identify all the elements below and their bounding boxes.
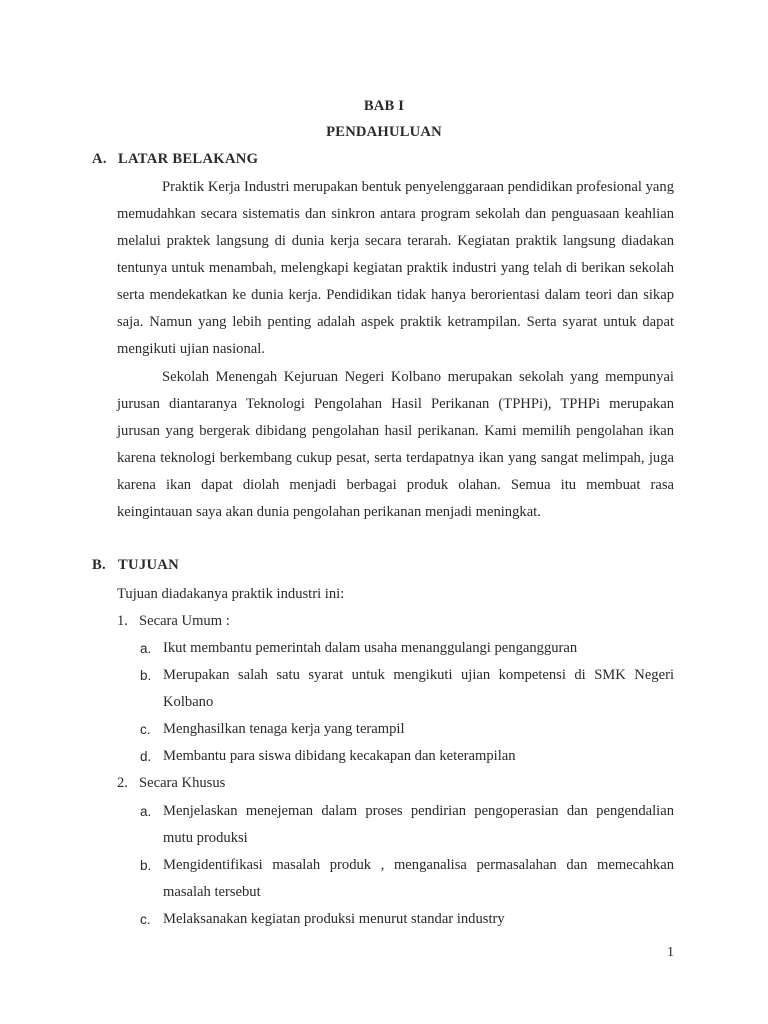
group-title: Secara Khusus — [139, 775, 226, 791]
background-paragraph-2: Sekolah Menengah Kejuruan Negeri Kolbano merupakan sekolah yang mempunyai jurusan diantaranya Teknologi Pengolahan Hasil Perikanan (TPHPi), TPHPi merupakan jurusan yang bergerak dibidang pengolahan hasil perikanan. Kami memilih pengolahan ikan karena teknologi berkembang cukup pesat, serta terdapatnya ikan yang sangat melimpah, juga karena ikan dapat diolah menjadi berbagai produk olahan. Semua itu membuat rasa keingintauan saya akan dunia pengolahan perikanan menjadi meningkat. — [117, 369, 674, 520]
list-item — [140, 635, 674, 662]
list-item-label: d. — [140, 749, 152, 764]
list-item — [140, 743, 674, 770]
list-item-text: Merupakan salah satu syarat untuk mengikuti ujian kompetensi di SMK Negeri Kolbano — [163, 667, 674, 710]
objective-group-specific — [117, 770, 225, 797]
objective-intro: Tujuan diadakanya praktik industri ini: — [117, 586, 345, 602]
list-item-text: Ikut membantu pemerintah dalam usaha menanggulangi pengangguran — [163, 640, 578, 656]
list-item — [140, 906, 674, 933]
list-item-text: Melaksanakan kegiatan produksi menurut standar industry — [163, 911, 505, 927]
chapter-title: PENDAHULUAN — [326, 124, 442, 140]
objective-group-general — [117, 608, 230, 635]
list-item-text: Membantu para siswa dibidang kecakapan dan keterampilan — [163, 748, 516, 764]
list-item-text: Menjelaskan menejeman dalam proses pendirian pengoperasian dan pengendalian mutu produksi — [163, 803, 674, 846]
chapter-label: BAB I — [363, 98, 405, 114]
list-item-label: c. — [140, 912, 151, 927]
list-item-label: a. — [140, 641, 152, 656]
background-paragraph-1: Praktik Kerja Industri merupakan bentuk penyelenggaraan pendidikan profesional yang memudahkan secara sistematis dan sinkron antara program sekolah dan penguasaan keahlian melalui praktek langsung di dunia kerja secara terarah. Kegiatan praktik langsung diadakan tentunya untuk menambah, melengkapi kegiatan praktik industri yang telah di berikan sekolah serta mendekatkan ke dunia kerja. Pendidikan tidak hanya berorientasi dalam teori dan sikap saja. Namun yang lebih penting adalah aspek praktik ketrampilan. Serta syarat untuk dapat mengikuti ujian nasional. — [117, 179, 674, 357]
list-item-label: b. — [140, 858, 152, 873]
section-b-title: TUJUAN — [118, 557, 179, 573]
list-item — [140, 852, 674, 906]
section-b-heading — [92, 557, 179, 574]
list-item-label: b. — [140, 668, 152, 683]
section-b-letter: B. — [92, 557, 106, 573]
section-a-heading — [92, 151, 258, 168]
list-item-text: Mengidentifikasi masalah produk , menganalisa permasalahan dan memecahkan masalah tersebut — [163, 857, 674, 900]
section-a-letter: A. — [92, 151, 107, 167]
list-item — [140, 716, 674, 743]
list-item-text: Menghasilkan tenaga kerja yang terampil — [163, 721, 405, 737]
list-item-label: c. — [140, 722, 151, 737]
page-number: 1 — [667, 945, 674, 960]
list-item-label: a. — [140, 804, 152, 819]
list-item — [140, 798, 674, 852]
section-a-title: LATAR BELAKANG — [118, 151, 259, 167]
group-number: 1. — [117, 613, 128, 629]
group-title: Secara Umum : — [139, 613, 230, 629]
group-number: 2. — [117, 775, 128, 791]
list-item — [140, 662, 674, 716]
